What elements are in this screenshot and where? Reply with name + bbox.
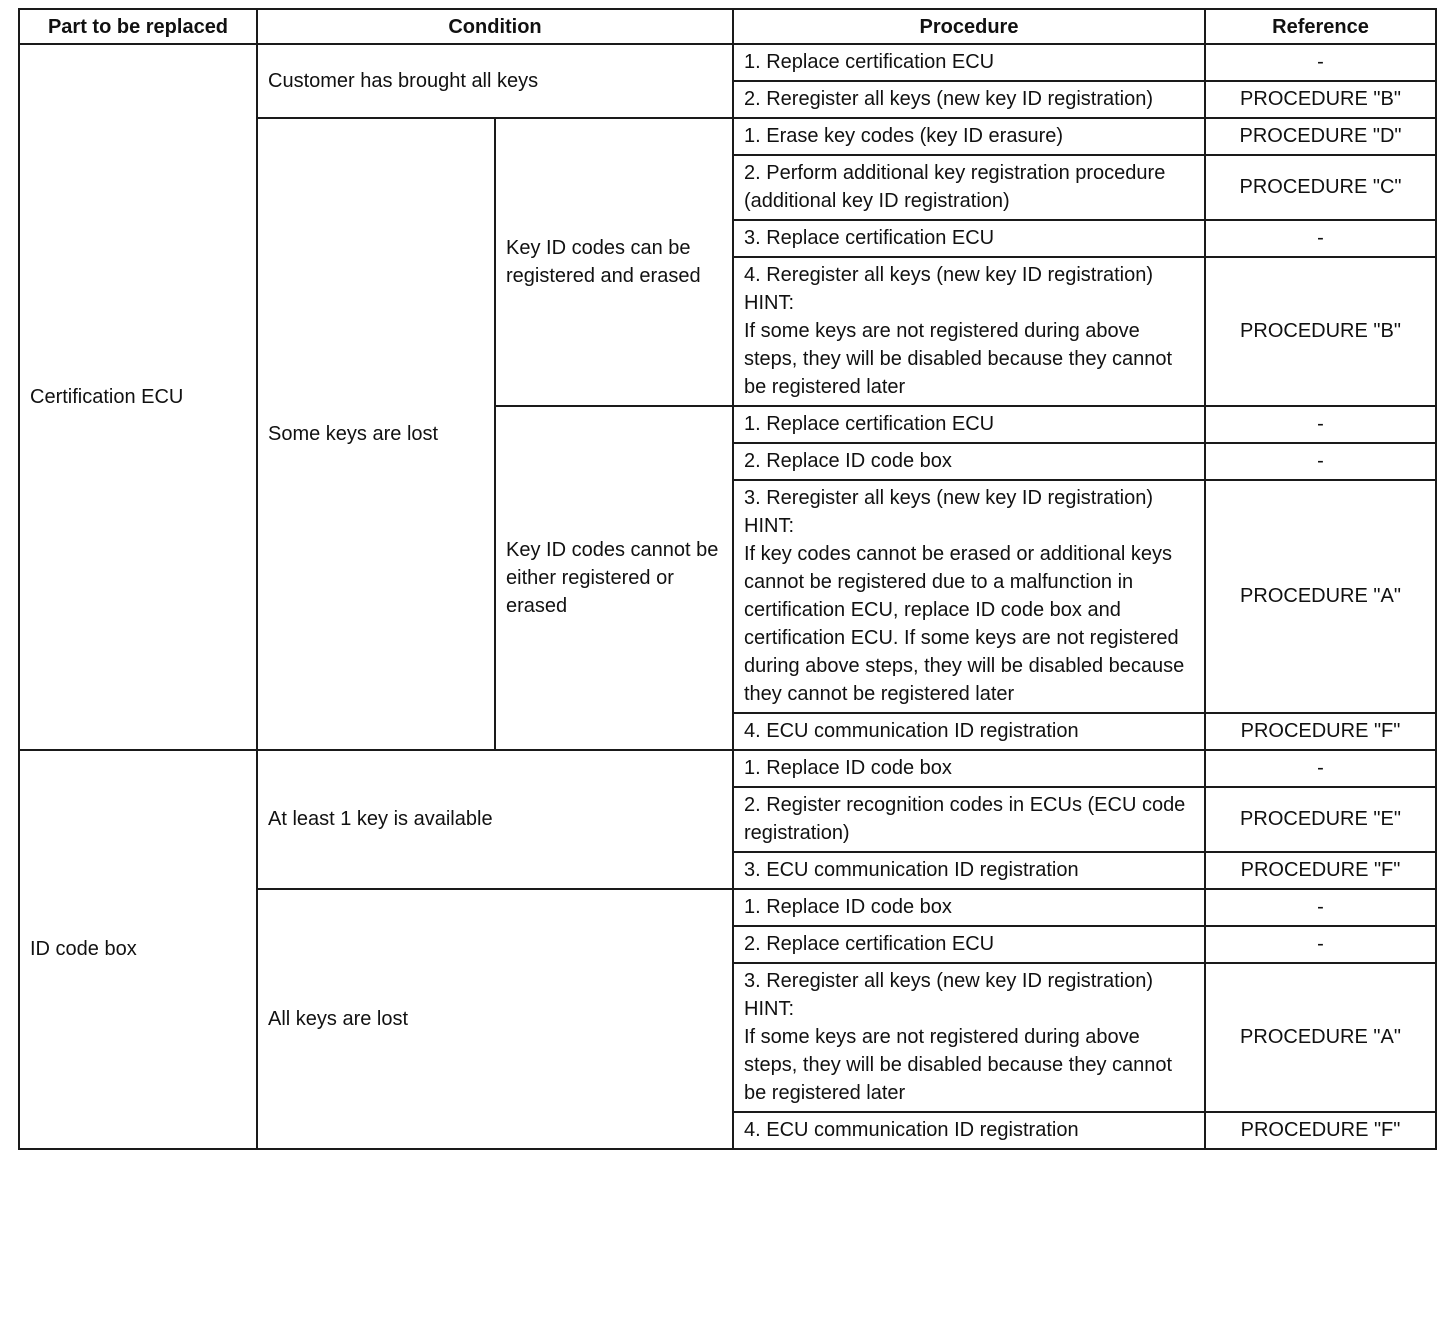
- procedure-step-text: 4. Reregister all keys (new key ID registration): [744, 264, 1154, 286]
- condition-some-lost: Some keys are lost: [257, 118, 495, 750]
- condition-all-keys: Customer has brought all keys: [257, 44, 733, 118]
- header-procedure: Procedure: [733, 9, 1205, 44]
- header-part: Part to be replaced: [19, 9, 257, 44]
- procedure-step: 2. Replace certification ECU: [733, 926, 1205, 963]
- procedure-step: 1. Erase key codes (key ID erasure): [733, 118, 1205, 155]
- subcondition-cannot-register: Key ID codes cannot be either registered or erased: [495, 406, 733, 750]
- procedure-step-with-hint: [733, 480, 1205, 713]
- reference-cell: -: [1205, 406, 1436, 443]
- reference-cell: PROCEDURE "A": [1205, 963, 1436, 1112]
- reference-cell: PROCEDURE "F": [1205, 852, 1436, 889]
- reference-cell: PROCEDURE "D": [1205, 118, 1436, 155]
- reference-cell: PROCEDURE "F": [1205, 1112, 1436, 1149]
- table-row: [19, 750, 1436, 787]
- reference-cell: PROCEDURE "F": [1205, 713, 1436, 750]
- procedure-step-with-hint: [733, 257, 1205, 406]
- reference-cell: PROCEDURE "A": [1205, 480, 1436, 713]
- procedure-step: 1. Replace ID code box: [733, 750, 1205, 787]
- header-row: [19, 9, 1436, 44]
- procedure-step: 2. Replace ID code box: [733, 443, 1205, 480]
- reference-cell: PROCEDURE "B": [1205, 257, 1436, 406]
- reference-cell: -: [1205, 443, 1436, 480]
- procedure-step: 3. Replace certification ECU: [733, 220, 1205, 257]
- reference-cell: PROCEDURE "C": [1205, 155, 1436, 220]
- procedure-step: 1. Replace ID code box: [733, 889, 1205, 926]
- procedure-step: 1. Replace certification ECU: [733, 44, 1205, 81]
- procedure-step: 3. ECU communication ID registration: [733, 852, 1205, 889]
- part-certification-ecu: Certification ECU: [19, 44, 257, 750]
- hint-label: HINT:: [744, 998, 794, 1020]
- reference-cell: -: [1205, 750, 1436, 787]
- condition-all-lost: All keys are lost: [257, 889, 733, 1149]
- condition-one-key: At least 1 key is available: [257, 750, 733, 889]
- header-condition: Condition: [257, 9, 733, 44]
- procedure-step: 2. Perform additional key registration procedure (additional key ID registration): [733, 155, 1205, 220]
- reference-cell: -: [1205, 44, 1436, 81]
- procedure-step-text: 3. Reregister all keys (new key ID registration): [744, 970, 1154, 992]
- subcondition-can-register: Key ID codes can be registered and erased: [495, 118, 733, 406]
- hint-text: If key codes cannot be erased or additional keys cannot be registered due to a malfunction in certification ECU, replace ID code box and certification ECU. If some keys are not registered during above steps, they will be disabled because they cannot be registered later: [744, 543, 1185, 705]
- procedure-step: 4. ECU communication ID registration: [733, 1112, 1205, 1149]
- procedure-step: 4. ECU communication ID registration: [733, 713, 1205, 750]
- reference-cell: PROCEDURE "B": [1205, 81, 1436, 118]
- hint-label: HINT:: [744, 292, 794, 314]
- procedure-step: 2. Reregister all keys (new key ID registration): [733, 81, 1205, 118]
- hint-text: If some keys are not registered during above steps, they will be disabled because they cannot be registered later: [744, 320, 1173, 398]
- reference-cell: -: [1205, 220, 1436, 257]
- header-reference: Reference: [1205, 9, 1436, 44]
- procedure-step-text: 3. Reregister all keys (new key ID registration): [744, 487, 1154, 509]
- procedure-step-with-hint: [733, 963, 1205, 1112]
- reference-cell: -: [1205, 926, 1436, 963]
- hint-label: HINT:: [744, 515, 794, 537]
- reference-cell: PROCEDURE "E": [1205, 787, 1436, 852]
- table-row: [19, 44, 1436, 81]
- hint-text: If some keys are not registered during above steps, they will be disabled because they cannot be registered later: [744, 1026, 1173, 1104]
- reference-cell: -: [1205, 889, 1436, 926]
- procedure-step: 1. Replace certification ECU: [733, 406, 1205, 443]
- part-id-code-box: ID code box: [19, 750, 257, 1149]
- key-registration-table: [18, 8, 1437, 1150]
- procedure-step: 2. Register recognition codes in ECUs (ECU code registration): [733, 787, 1205, 852]
